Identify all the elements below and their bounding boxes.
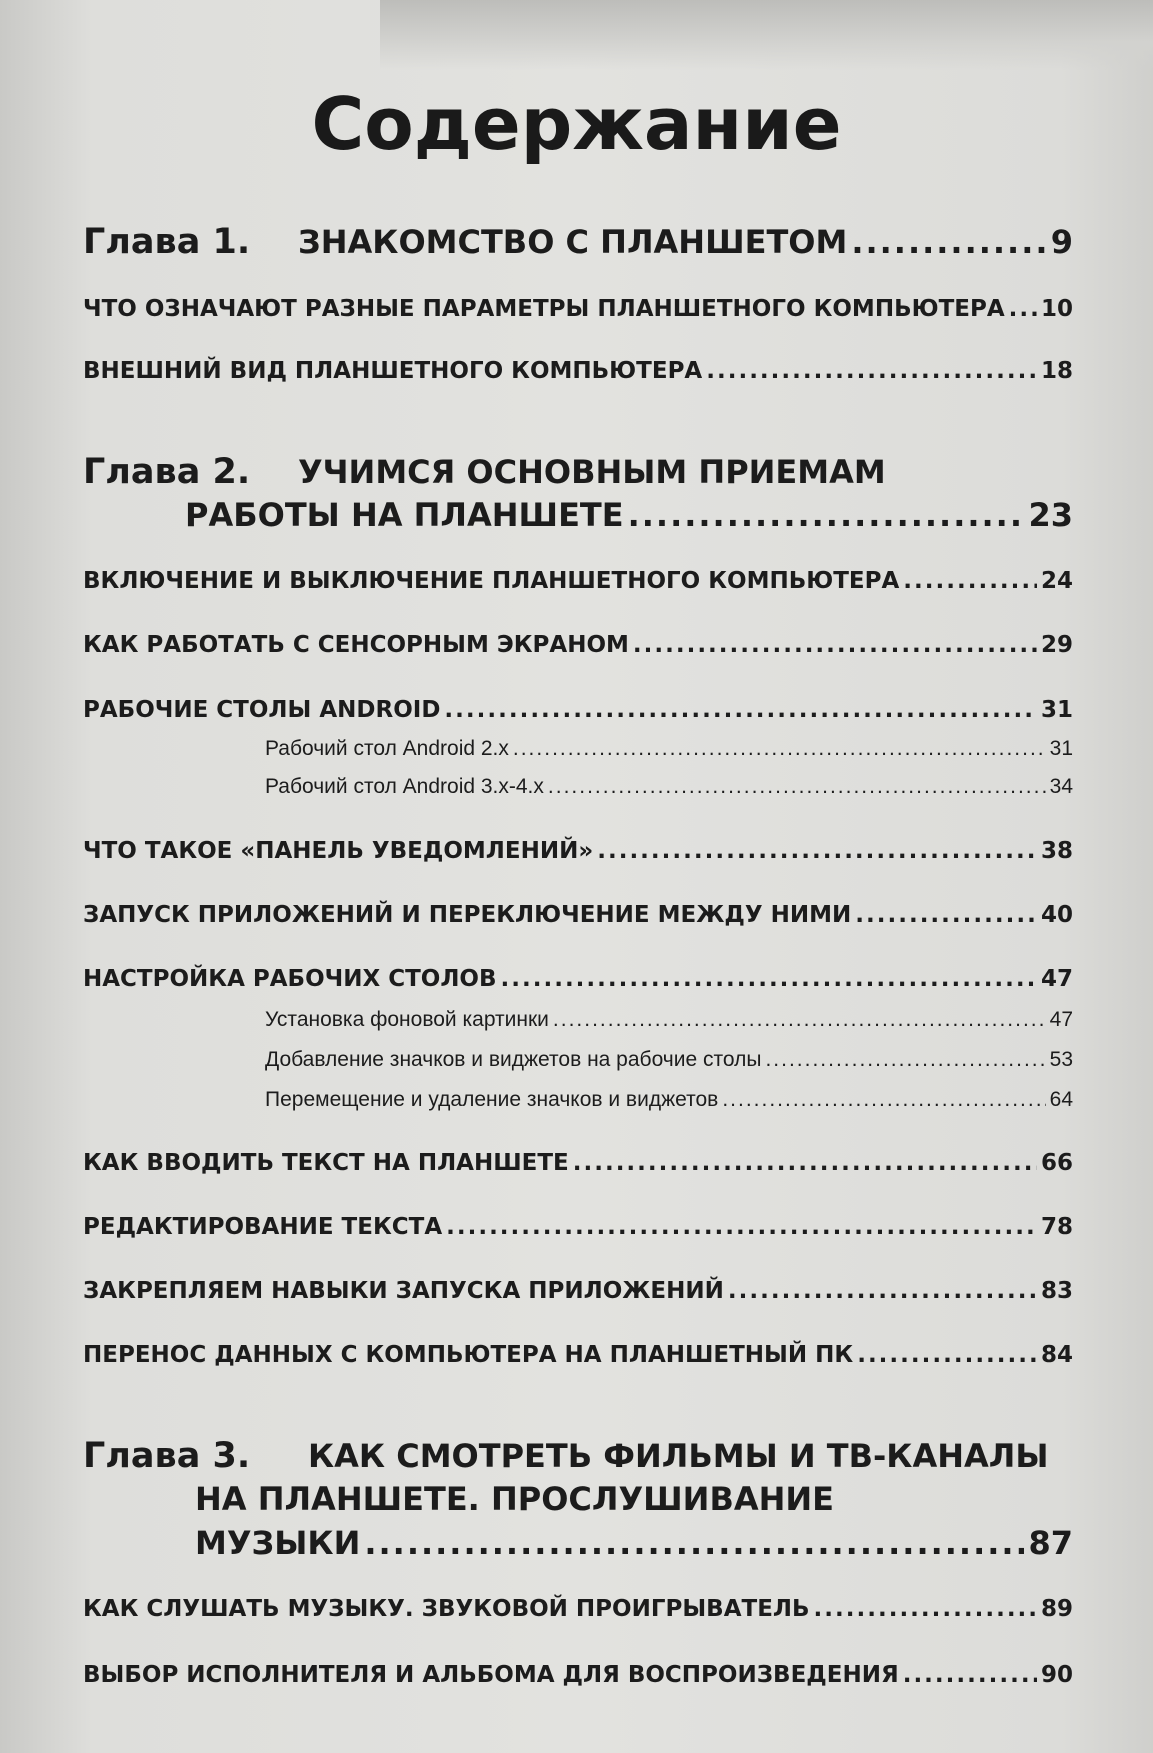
toc-entry	[83, 568, 1073, 594]
toc-entry	[83, 1150, 1073, 1176]
page-number: 90	[1040, 1662, 1073, 1688]
leader-dots	[1009, 296, 1037, 322]
entry-text: ЧТО ТАКОЕ «ПАНЕЛЬ УВЕДОМЛЕНИЙ»	[83, 838, 594, 864]
page-number: 66	[1040, 1150, 1073, 1176]
entry-text: Перемещение и удаление значков и виджетов	[265, 1088, 719, 1111]
chapter-3-heading	[83, 1436, 1073, 1476]
leader-dots	[903, 1662, 1037, 1688]
page-title: Содержание	[311, 82, 842, 166]
toc-entry	[83, 697, 1073, 723]
page-number: 83	[1040, 1278, 1073, 1304]
page-number: 40	[1040, 902, 1073, 928]
chapter-label: Глава 1.	[83, 222, 251, 262]
entry-text: ВКЛЮЧЕНИЕ И ВЫКЛЮЧЕНИЕ ПЛАНШЕТНОГО КОМПЬЮТЕРА	[83, 568, 900, 594]
page-number: 47	[1040, 966, 1073, 992]
entry-text: Установка фоновой картинки	[265, 1008, 549, 1031]
page-number: 53	[1049, 1048, 1073, 1071]
page-number: 87	[1028, 1524, 1073, 1562]
entry-text: КАК ВВОДИТЬ ТЕКСТ НА ПЛАНШЕТЕ	[83, 1150, 569, 1176]
leader-dots	[501, 966, 1037, 992]
page-number: 10	[1040, 296, 1073, 322]
leader-dots	[706, 358, 1037, 384]
leader-dots	[765, 1048, 1045, 1072]
entry-text: ЧТО ОЗНАЧАЮТ РАЗНЫЕ ПАРАМЕТРЫ ПЛАНШЕТНОГО КОМПЬЮТЕРА	[83, 296, 1005, 322]
page-number: 23	[1028, 496, 1073, 534]
page-number: 38	[1040, 838, 1073, 864]
chapter-title-line2: РАБОТЫ НА ПЛАНШЕТЕ	[185, 496, 624, 534]
entry-text: ЗАКРЕПЛЯЕМ НАВЫКИ ЗАПУСКА ПРИЛОЖЕНИЙ	[83, 1278, 724, 1304]
entry-text: Рабочий стол Android 3.x-4.x	[265, 775, 544, 798]
chapter-title-line1: УЧИМСЯ ОСНОВНЫМ ПРИЕМАМ	[298, 453, 886, 491]
page-number: 31	[1049, 737, 1073, 760]
page-number: 89	[1040, 1596, 1073, 1622]
entry-text: ВНЕШНИЙ ВИД ПЛАНШЕТНОГО КОМПЬЮТЕРА	[83, 358, 703, 384]
page-number: 34	[1049, 775, 1073, 798]
entry-text: ПЕРЕНОС ДАННЫХ С КОМПЬЮТЕРА НА ПЛАНШЕТНЫЙ ПК	[83, 1342, 854, 1368]
leader-dots	[446, 1214, 1037, 1240]
chapter-label: Глава 3.	[83, 1436, 251, 1476]
entry-text: ЗАПУСК ПРИЛОЖЕНИЙ И ПЕРЕКЛЮЧЕНИЕ МЕЖДУ НИМИ	[83, 902, 852, 928]
page-number: 24	[1040, 568, 1073, 594]
page-number: 47	[1049, 1008, 1073, 1031]
chapter-2-heading-line2	[185, 496, 1073, 534]
toc-entry	[83, 1342, 1073, 1368]
leader-dots	[855, 902, 1037, 928]
chapter-1-heading	[83, 222, 1073, 262]
chapter-2-heading	[83, 452, 1073, 492]
toc-entry	[83, 1278, 1073, 1304]
leader-dots	[444, 697, 1037, 723]
entry-text: ВЫБОР ИСПОЛНИТЕЛЯ И АЛЬБОМА ДЛЯ ВОСПРОИЗВЕДЕНИЯ	[83, 1662, 899, 1688]
scan-shadow	[380, 0, 1153, 70]
toc-entry	[83, 296, 1073, 322]
chapter-3-heading-line2	[195, 1480, 1073, 1518]
chapter-3-heading-line3	[195, 1524, 1073, 1562]
entry-text: КАК СЛУШАТЬ МУЗЫКУ. ЗВУКОВОЙ ПРОИГРЫВАТЕЛЬ	[83, 1596, 810, 1622]
chapter-title: ЗНАКОМСТВО С ПЛАНШЕТОМ	[298, 223, 848, 261]
leader-dots	[553, 1008, 1046, 1032]
entry-text: Добавление значков и виджетов на рабочие столы	[265, 1048, 762, 1071]
chapter-title-line3: МУЗЫКИ	[195, 1524, 361, 1562]
leader-dots	[722, 1088, 1045, 1112]
page-number: 18	[1040, 358, 1073, 384]
entry-text: КАК РАБОТАТЬ С СЕНСОРНЫМ ЭКРАНОМ	[83, 632, 629, 658]
toc-subentry	[265, 1088, 1073, 1112]
leader-dots	[633, 632, 1037, 658]
leader-dots	[728, 1278, 1037, 1304]
toc-subentry	[265, 1008, 1073, 1032]
chapter-label: Глава 2.	[83, 452, 251, 492]
entry-text: Рабочий стол Android 2.x	[265, 737, 509, 760]
page-number: 84	[1040, 1342, 1073, 1368]
toc-subentry	[265, 1048, 1073, 1072]
leader-dots	[597, 838, 1037, 864]
toc-entry	[83, 632, 1073, 658]
chapter-title-line2: НА ПЛАНШЕТЕ. ПРОСЛУШИВАНИЕ	[195, 1480, 835, 1518]
toc-subentry	[265, 775, 1073, 799]
page-number: 64	[1049, 1088, 1073, 1111]
leader-dots	[814, 1596, 1037, 1622]
toc-entry	[83, 838, 1073, 864]
page-number: 31	[1040, 697, 1073, 723]
leader-dots	[903, 568, 1037, 594]
chapter-title-line1: КАК СМОТРЕТЬ ФИЛЬМЫ И ТВ-КАНАЛЫ	[308, 1437, 1049, 1475]
entry-text: РЕДАКТИРОВАНИЕ ТЕКСТА	[83, 1214, 443, 1240]
page-number: 29	[1040, 632, 1073, 658]
toc-entry	[83, 1596, 1073, 1622]
leader-dots	[548, 775, 1046, 799]
leader-dots	[364, 1524, 1024, 1562]
toc-entry	[83, 966, 1073, 992]
leader-dots	[628, 496, 1025, 534]
entry-text: НАСТРОЙКА РАБОЧИХ СТОЛОВ	[83, 966, 497, 992]
leader-dots	[513, 737, 1046, 761]
leader-dots	[857, 1342, 1037, 1368]
toc-entry	[83, 902, 1073, 928]
leader-dots	[851, 223, 1046, 261]
page-number: 78	[1040, 1214, 1073, 1240]
leader-dots	[573, 1150, 1037, 1176]
toc-entry	[83, 1214, 1073, 1240]
toc-entry	[83, 1662, 1073, 1688]
page-number: 9	[1050, 223, 1073, 261]
toc-subentry	[265, 737, 1073, 761]
toc-entry	[83, 358, 1073, 384]
entry-text: РАБОЧИЕ СТОЛЫ ANDROID	[83, 697, 441, 723]
